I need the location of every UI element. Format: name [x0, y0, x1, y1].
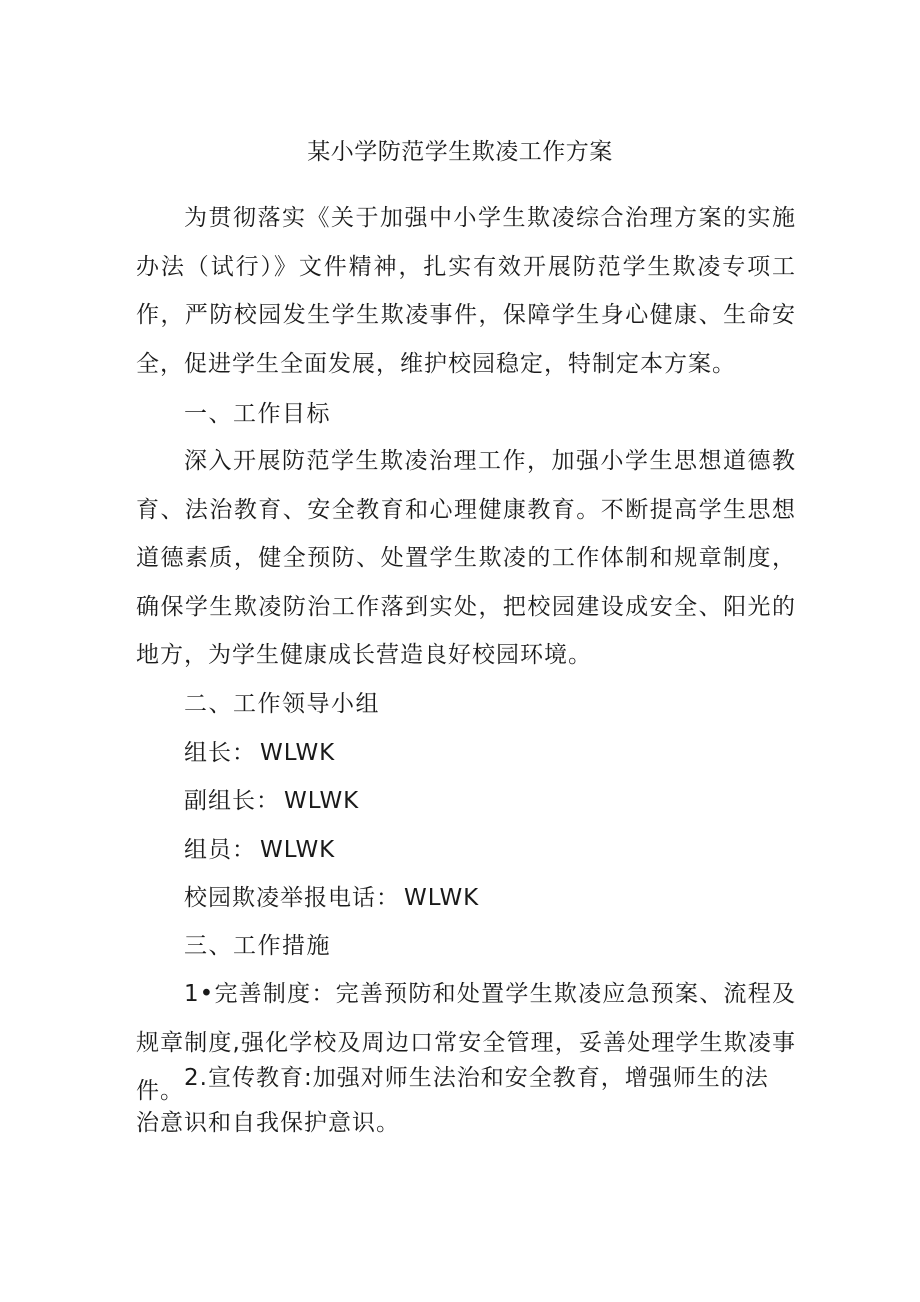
- deputy-label: 副组长：: [184, 788, 280, 814]
- measure-item-1: 1•完善制度：完善预防和处置学生欺凌应急预案、流程及规章制度,强化学校及周边口常安全管理，妥善处理学生欺凌事件。: [136, 981, 796, 1104]
- section-heading-leadership: 二、工作领导小组: [184, 691, 380, 717]
- leader-label: 组长：: [184, 740, 256, 766]
- document-title: 某小学防范学生欺凌工作方案: [307, 139, 613, 165]
- hotline-value: WLWK: [404, 885, 480, 911]
- members-label: 组员：: [184, 837, 256, 863]
- leader-line: [184, 737, 335, 769]
- measure-item-2-line1: 2.宣传教育:加强对师生法治和安全教育，增强师生的法: [184, 1065, 769, 1091]
- leader-value: WLWK: [260, 740, 336, 766]
- section-heading-measures: 三、工作措施: [184, 933, 331, 959]
- members-value: WLWK: [260, 837, 336, 863]
- members-line: [184, 834, 335, 866]
- hotline-line: [184, 882, 479, 914]
- measure-item-2-line2: 治意识和自我保护意识。: [136, 1110, 400, 1136]
- deputy-value: WLWK: [284, 788, 360, 814]
- section-heading-goals: 一、工作目标: [184, 401, 331, 427]
- deputy-line: [184, 785, 359, 817]
- goals-paragraph: 深入开展防范学生欺凌治理工作，加强小学生思想道德教育、法治教育、安全教育和心理健康教育。不断提高学生思想道德素质，健全预防、处置学生欺凌的工作体制和规章制度，确保学生欺凌防治工作落到实处，把校园建设成安全、阳光的地方，为学生健康成长营造良好校园环境。: [136, 448, 796, 668]
- intro-paragraph: 为贯彻落实《关于加强中小学生欺凌综合治理方案的实施办法（试行）》文件精神，扎实有效开展防范学生欺凌专项工作，严防校园发生学生欺凌事件，保障学生身心健康、生命安全，促进学生全面发展，维护校园稳定，特制定本方案。: [136, 205, 796, 377]
- hotline-label: 校园欺凌举报电话：: [184, 885, 400, 911]
